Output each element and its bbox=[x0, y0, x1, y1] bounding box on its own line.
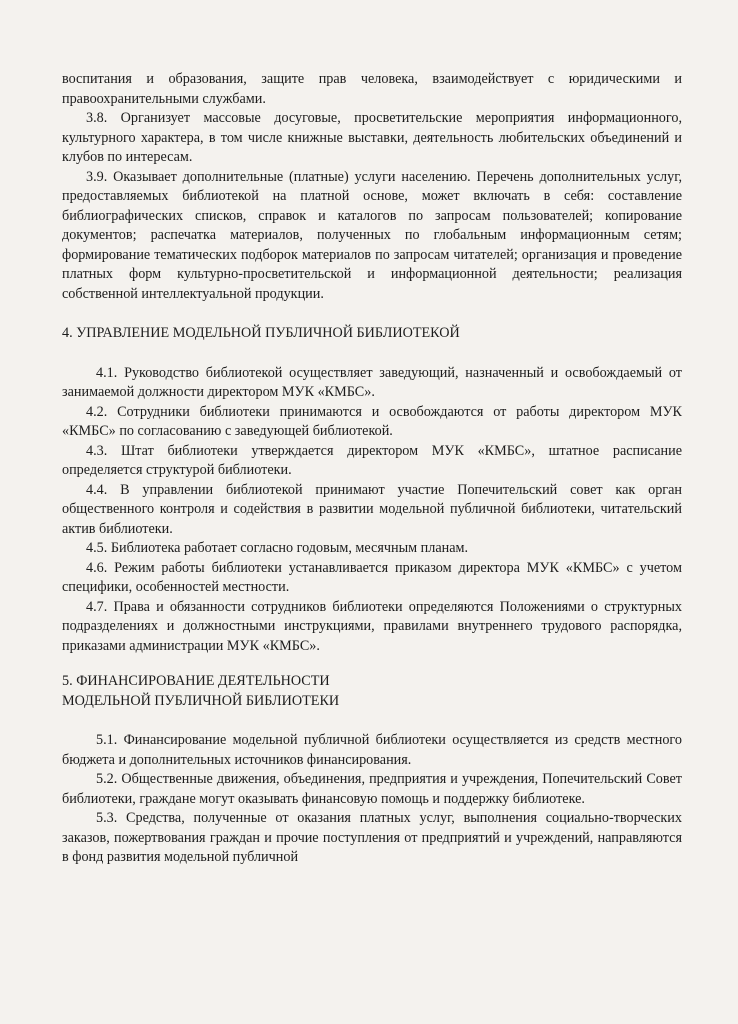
paragraph-4-1: 4.1. Руководство библиотекой осуществляет заведующий, назначенный и освобождаемый от занимаемой должности директором МУК «КМБС». bbox=[62, 364, 682, 400]
section-4-heading: 4. УПРАВЛЕНИЕ МОДЕЛЬНОЙ ПУБЛИЧНОЙ БИБЛИОТЕКОЙ bbox=[62, 325, 460, 341]
paragraph-5-1: 5.1. Финансирование модельной публичной библиотеки осуществляется из средств местного бюджета и дополнительных источников финансирования. bbox=[62, 732, 682, 768]
paragraph-4-4: 4.4. В управлении библиотекой принимают участие Попечительский совет как орган общественного контроля и содействия в развитии модельной публичной библиотеки, читательский актив библиотеки. bbox=[62, 481, 682, 537]
paragraph-5-2: 5.2. Общественные движения, объединения, предприятия и учреждения, Попечительский Совет библиотеки, граждане могут оказывать финансовую помощь и поддержку библиотеке. bbox=[62, 771, 682, 807]
paragraph-4-2: 4.2. Сотрудники библиотеки принимаются и освобождаются от работы директором МУК «КМБС» по согласованию с заведующей библиотекой. bbox=[62, 403, 682, 439]
paragraph-4-6: 4.6. Режим работы библиотеки устанавливается приказом директора МУК «КМБС» с учетом специфики, особенностей местности. bbox=[62, 559, 682, 595]
paragraph-3-9: 3.9. Оказывает дополнительные (платные) услуги населению. Перечень дополнительных услуг, предоставляемых библиотекой на платной основе, может включать в себя: составление библиографических списков, справок и каталогов по запросам пользователей; копирование документов; распечатка материалов, полученных по глобальным информационным сетям; формирование тематических подборок материалов по запросам читателей; организация и проведение платных форм культурно-просветительской и информационной деятельности; реализация собственной интеллектуальной продукции. bbox=[62, 168, 682, 302]
paragraph-3-8: 3.8. Организует массовые досуговые, просветительские мероприятия информационного, культурного характера, в том числе книжные выставки, деятельность любительских объединений и клубов по интересам. bbox=[62, 110, 682, 165]
section-5-heading-line2: МОДЕЛЬНОЙ ПУБЛИЧНОЙ БИБЛИОТЕКИ bbox=[62, 692, 340, 709]
section-5-heading bbox=[62, 672, 682, 711]
paragraph-4-7: 4.7. Права и обязанности сотрудников библиотеки определяются Положениями о структурных подразделениях и должностными инструкциями, правилами внутреннего трудового распорядка, приказами администрации МУК «КМБС». bbox=[62, 598, 682, 654]
paragraph-4-3: 4.3. Штат библиотеки утверждается директором МУК «КМБС», штатное расписание определяется структурой библиотеки. bbox=[62, 442, 682, 478]
section-5-heading-line1: 5. ФИНАНСИРОВАНИЕ ДЕЯТЕЛЬНОСТИ bbox=[62, 673, 330, 689]
paragraph-5-3: 5.3. Средства, полученные от оказания платных услуг, выполнения социально-творческих заказов, пожертвования граждан и прочие поступления от предприятий и учреждений, направляются в фонд развития модельной публичной bbox=[62, 810, 682, 865]
paragraph-continuation: воспитания и образования, защите прав человека, взаимодействует с юридическими и правоохранительными службами. bbox=[62, 71, 682, 107]
paragraph-4-5: 4.5. Библиотека работает согласно годовым, месячным планам. bbox=[86, 540, 469, 556]
